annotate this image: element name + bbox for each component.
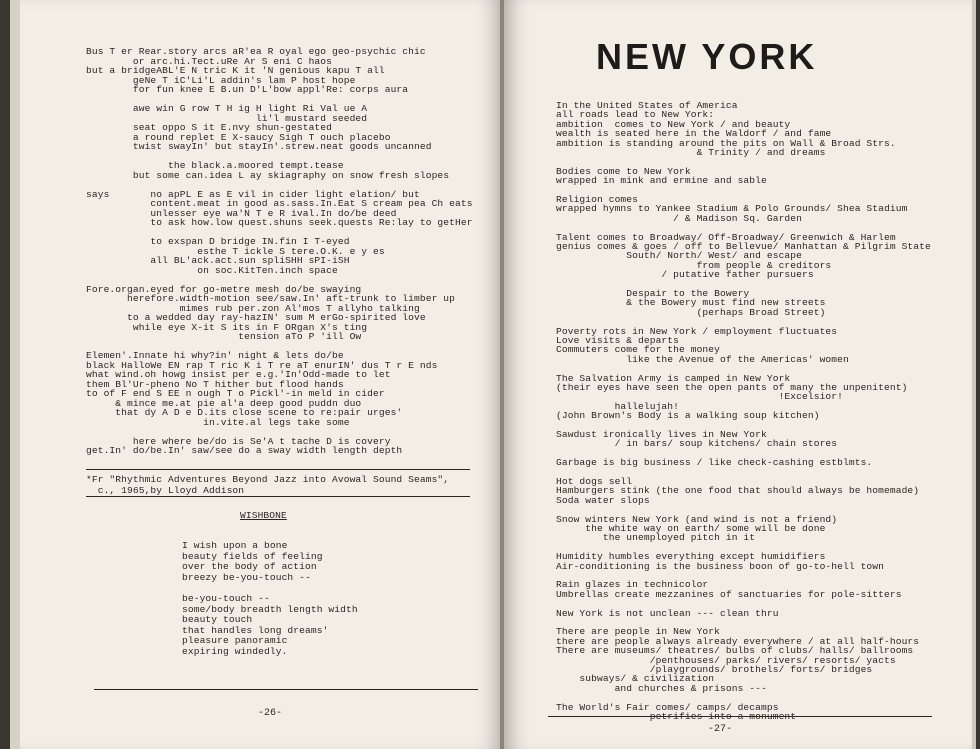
text-line: to a wedded day ray-hazIN' sum M erGo-spirited love [86, 312, 426, 323]
text-line: *Fr "Rhythmic Adventures Beyond Jazz into Avowal Sound Seams", [86, 474, 450, 485]
text-line: There are people in New York [556, 626, 721, 638]
text-line: what wind.oh howg insist per e.g.'In'Odd-made to let [86, 369, 391, 380]
text-line: Hot dogs sell [556, 476, 633, 487]
text-line: some/body breadth length width [182, 603, 358, 615]
text-line: or arc.hi.Tect.uRe Ar S eni C haos [86, 55, 333, 67]
text-line: pleasure panoramic [182, 635, 288, 647]
text-line: /playgrounds/ brothels/ forts/ bridges [556, 664, 873, 675]
text-line: & mince me.at pie al'a deep good puddn duo [86, 397, 362, 409]
text-line: Poverty rots in New York / employment fluctuates [556, 325, 838, 337]
text-line: awe win G row T H ig H light Ri Val ue A [86, 103, 368, 114]
text-line: wealth is seated here in the Waldorf / and fame [556, 128, 832, 140]
text-line: for fun knee E B.un D'L'bow appl'Re: corps aura [86, 84, 409, 95]
text-line: beauty touch [182, 614, 253, 626]
text-line: while eye X-it S its in F ORgan X's ting [86, 321, 368, 333]
text-line: says no apPL E as E vil in cider light elation/ but [86, 188, 420, 200]
text-line: !Excelsior! [556, 391, 844, 403]
text-line: all BL'ack.act.sun spliSHH sPI-iSH [86, 255, 350, 266]
text-line: ambition is standing around the pits on Wall & Broad Strs. [556, 137, 896, 149]
text-line: black HalloWe EN rap T ric K i T re aT enurIN' dus T r E nds [86, 359, 438, 371]
text-line: them Bl'Ur-pheno No T hither but flood hands [86, 378, 344, 390]
text-line: over the body of action [182, 561, 317, 573]
text-line: / putative father pursuers [556, 269, 814, 281]
page-edge [10, 0, 20, 749]
text-line: Talent comes to Broadway/ Off-Broadway/ Greenwich & Harlem [556, 231, 896, 243]
text-line: c., 1965,by Lloyd Addison [86, 484, 245, 496]
text-line: & Trinity / and dreams [556, 147, 826, 158]
text-line: but some can.idea L ay skiagraphy on snow fresh slopes [86, 169, 450, 181]
text-line: Bodies come to New York [556, 165, 691, 177]
text-line: Soda water slops [556, 494, 650, 506]
text-line: mimes rub per.zon Al'mos T allyho talking [86, 302, 420, 314]
text-line: the black.a.moored tempt.tease [86, 160, 344, 171]
text-line: Garbage is big business / like check-cashing estblmts. [556, 457, 873, 469]
text-line: / & Madison Sq. Garden [556, 212, 803, 224]
text-line: seat oppo S it E.nvy shun-gestated [86, 122, 333, 133]
text-line: tension aTo P 'ill Ow [86, 331, 362, 342]
text-line: Umbrellas create mezzanines of sanctuaries for pole-sitters [556, 588, 902, 600]
text-line: esthe T ickle S tere.O.K. e y es [86, 245, 385, 257]
text-line: like the Avenue of the Americas' women [556, 353, 849, 365]
text-line: unlesser eye wa'N T e R ival.In do/be deed [86, 207, 397, 219]
text-line: content.meat in good as.sass.In.Eat S cream pea Ch eats [86, 198, 473, 209]
text-line: herefore.width-motion see/saw.In' aft-trunk to limber up [86, 293, 456, 304]
text-line: the unemployed pitch in it [556, 532, 756, 544]
footnote-rule-bottom [86, 496, 470, 497]
text-line: The Salvation Army is camped in New York [556, 372, 791, 384]
text-line: Elemen'.Innate hi why?in' night & lets do/be [86, 350, 344, 361]
page-bottom-rule [94, 689, 478, 690]
text-line: & the Bowery must find new streets [556, 297, 826, 309]
footnote-rule-top [86, 469, 470, 470]
text-line: Humidity humbles everything except humidifiers [556, 551, 826, 563]
text-line: expiring windedly. [182, 646, 288, 657]
page-edge [972, 0, 976, 749]
text-line: to of F end S EE n ough T o Pickl'-in meld in cider [86, 388, 385, 399]
text-line: beauty fields of feeling [182, 550, 323, 562]
text-line: Hamburgers stink (the one food that should always be homemade) [556, 485, 920, 497]
text-line: be-you-touch -- [182, 593, 270, 604]
text-line: The World's Fair comes/ camps/ decamps [556, 701, 779, 713]
text-line: here where be/do is Se'A t tache D is covery [86, 435, 391, 447]
left-page [10, 0, 502, 749]
text-line: Air-conditioning is the business boon of go-to-hell town [556, 560, 885, 572]
wishbone-title: WISHBONE [240, 510, 287, 521]
text-line: to exspan D bridge IN.fin I T-eyed [86, 236, 350, 247]
text-line: there are people always already everywhere / at all half-hours [556, 635, 920, 647]
text-line: South/ North/ West/ and escape [556, 250, 803, 262]
text-line: (perhaps Broad Street) [556, 306, 826, 318]
text-line: all roads lead to New York: [556, 109, 715, 121]
text-line: genius comes & goes / off to Bellevue/ Manhattan & Pilgrim State [556, 241, 931, 252]
text-line: from people & creditors [556, 259, 832, 271]
text-line: but a bridgeABL'E N tric K it 'N genious kapu T all [86, 65, 385, 76]
text-line: wrapped in mink and ermine and sable [556, 175, 767, 187]
text-line: subways/ & civilization [556, 673, 715, 685]
page-title: NEW YORK [596, 36, 818, 77]
text-line: There are museums/ theatres/ bulbs of clubs/ halls/ ballrooms [556, 645, 914, 657]
text-line: Sawdust ironically lives in New York [556, 429, 767, 440]
text-line: Bus T er Rear.story arcs aR'ea R oyal ego geo-psychic chic [86, 46, 426, 57]
text-line: / in bars/ soup kitchens/ chain stores [556, 438, 838, 450]
text-line: in.vite.al legs take some [86, 416, 350, 428]
text-line: hallelujah! [556, 400, 680, 412]
text-line: get.In' do/be.In' saw/see do a sway width length depth [86, 445, 403, 456]
text-line: on soc.KitTen.inch space [86, 264, 338, 276]
text-line: the white way on earth/ some will be done [556, 523, 826, 534]
text-line: Religion comes [556, 194, 639, 205]
text-line: that handles long dreams' [182, 624, 329, 636]
text-line: In the United States of America [556, 100, 738, 111]
text-line: breezy be-you-touch -- [182, 571, 311, 583]
text-line: Commuters come for the money [556, 344, 721, 356]
text-line: that dy A D e D.its close scene to re:pair urges' [86, 407, 403, 418]
text-line: to ask how.low quest.shuns seek.quests Re:lay to getHer [86, 217, 473, 228]
text-line: a round replet E X-saucy Sigh T ouch placebo [86, 131, 391, 143]
text-line: Rain glazes in technicolor [556, 579, 709, 591]
page-number: -26- [258, 708, 283, 719]
text-line: /penthouses/ parks/ rivers/ resorts/ yacts [556, 654, 896, 666]
text-line: Snow winters New York (and wind is not a friend) [556, 513, 838, 525]
text-line: Love visits & departs [556, 335, 680, 346]
text-line: and churches & prisons --- [556, 682, 767, 694]
text-line: (their eyes have seen the open pants of many the unpenitent) [556, 382, 908, 393]
right-page [504, 0, 976, 749]
text-line: Fore.organ.eyed for go-metre mesh do/be swaying [86, 283, 362, 295]
text-line: wrapped hymns to Yankee Stadium & Polo Grounds/ Shea Stadium [556, 203, 908, 215]
text-line: li'l mustard seeded [86, 112, 368, 124]
text-line: geNe T iC'Li'L addin's lam P host hope [86, 74, 356, 86]
text-line: I wish upon a bone [182, 540, 288, 551]
text-line: (John Brown's Body is a walking soup kitchen) [556, 410, 820, 422]
text-line: New York is not unclean --- clean thru [556, 607, 779, 619]
text-line: Despair to the Bowery [556, 288, 750, 299]
page-bottom-rule [548, 716, 932, 717]
page-number: -27- [708, 724, 733, 735]
text-line: twist swayIn' but stayIn'.strew.neat goods uncanned [86, 141, 432, 152]
text-line: ambition comes to New York / and beauty [556, 118, 791, 130]
